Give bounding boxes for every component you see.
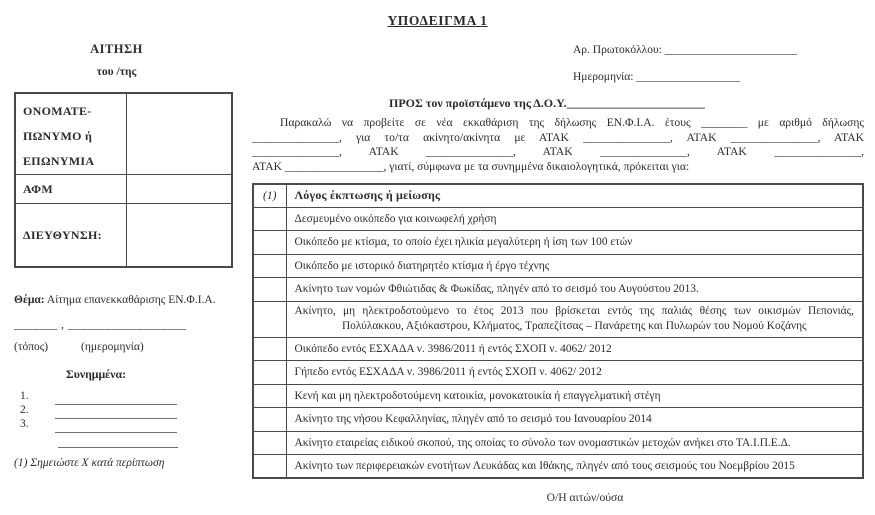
- attachments-heading: Συνημμένα:: [66, 367, 127, 381]
- name-value-cell: [127, 94, 231, 174]
- theme-text: Αίτημα επανεκκαθάρισης ΕΝ.Φ.Ι.Α.: [46, 294, 216, 306]
- request-line-2: _______________, για το/τα ακίνητο/ακίνητα με ΑΤΑΚ _______________, ΑΤΑΚ _______________, ΑΤΑΚ: [252, 130, 864, 144]
- request-line-1: Παρακαλώ να προβείτε σε νέα εκκαθάριση της δήλωσης ΕΝ.Φ.Ι.Α. έτους ________ με αριθμό δήλωσης: [280, 116, 864, 129]
- address-value-cell: [127, 204, 231, 266]
- theme-label: Θέμα:: [14, 294, 45, 306]
- reason-cell: Ακίνητο της νήσου Κεφαλληνίας, πληγέν από το σεισμό του Ιανουαρίου 2014: [286, 408, 863, 432]
- table-row: [253, 431, 863, 455]
- attachment-numbers: [20, 390, 29, 431]
- reasons-table: [252, 183, 864, 479]
- reason-cell: Ακίνητο των περιφερειακών ενοτήτων Λευκάδας και Ιθάκης, πληγέν από τους σεισμούς του Νοεμβρίου 2015: [286, 455, 863, 479]
- mark-cell: [253, 408, 286, 432]
- name-label-line1: ΟΝΟΜΑΤΕ-: [23, 104, 92, 118]
- mark-cell: [253, 384, 286, 408]
- reason-cell: Οικόπεδο εντός ΕΣΧΑΔΑ ν. 3986/2011 ή εντός ΣΧΟΠ ν. 4062/ 2012: [286, 337, 863, 361]
- reason-cell: Ακίνητο εταιρείας ειδικού σκοπού, της οποίας το σύνολο των ονομαστικών μετοχών ανήκει στο ΤΑ.Ι.Π.Ε.Δ.: [286, 431, 863, 455]
- table-row: [253, 337, 863, 361]
- name-label-line2: ΠΩΝΥΜΟ ή: [23, 129, 93, 143]
- mark-cell: [253, 337, 286, 361]
- mark-cell: [253, 361, 286, 385]
- attachment-number-1: 1.: [20, 390, 29, 402]
- footnote: (1) Σημειώστε Χ κατά περίπτωση: [14, 457, 165, 469]
- attachment-number-2: 2.: [20, 403, 29, 416]
- name-label-line3: ΕΠΩΝΥΜΙΑ: [23, 154, 95, 168]
- protocol-blank: _______________________: [664, 44, 797, 56]
- doc-title-text: ΥΠΟΔΕΙΓΜΑ 1: [387, 13, 488, 28]
- attachment-line: [55, 404, 177, 405]
- protocol-label: Αρ. Πρωτοκόλλου:: [573, 44, 662, 56]
- request-line-4: ΑΤΑΚ _________________, γιατί, σύμφωνα με τα συνημμένα δικαιολογητικά, πρόκειται για:: [252, 159, 690, 173]
- name-label: [16, 94, 127, 174]
- table-row: [253, 278, 863, 302]
- mark-cell: [253, 301, 286, 337]
- mark-cell: [253, 254, 286, 278]
- place-date-captions: [14, 341, 144, 353]
- application-subheading: του /της: [96, 66, 137, 78]
- reason-cell: Γήπεδο εντός ΕΣΧΑΔΑ ν. 3986/2011 ή εντός ΣΧΟΠ ν. 4062/ 2012: [286, 361, 863, 385]
- afm-row: [16, 175, 231, 204]
- table-row: [253, 455, 863, 479]
- attachment-number-3: 3.: [20, 417, 29, 430]
- mark-cell: [253, 278, 286, 302]
- applicant-info-box: [14, 92, 233, 268]
- addressee-label: ΠΡΟΣ τον προϊστάμενο της Δ.Ο.Υ.: [389, 96, 567, 110]
- signature-caption: Ο/Η αιτών/ούσα: [546, 491, 624, 504]
- afm-label: ΑΦΜ: [16, 175, 127, 203]
- table-row: [253, 231, 863, 255]
- place-date-blank: _______ , ___________________: [14, 319, 187, 331]
- reason-cell: Οικόπεδο με ιστορικό διατηρητέο κτίσμα ή έργο τέχνης: [286, 254, 863, 278]
- place-caption: (τόπος): [14, 341, 49, 353]
- table-row: [253, 207, 863, 231]
- mark-cell: [253, 207, 286, 231]
- table-row: [253, 408, 863, 432]
- reason-cell: Ακίνητο, μη ηλεκτροδοτούμενο το έτος 2013 που βρίσκεται εντός της παλιάς θέσης των οικισμών Πεπονιάς, Πολύλακκου, Αξιόκαστρου, Κλήματος, Τραπεζίτσας – Πανάρετης και Πυλωρών του Νομού Κοζάνης: [286, 301, 863, 337]
- reason-cell: Ακίνητο των νομών Φθιώτιδας & Φωκίδας, πληγέν από το σεισμό του Αυγούστου 2013.: [286, 278, 863, 302]
- date-caption: (ημερομηνία): [81, 341, 144, 353]
- address-row: [16, 204, 231, 266]
- afm-value-cell: [127, 175, 231, 203]
- table-header-reason-col: Λόγος έκπτωσης ή μείωσης: [286, 184, 863, 207]
- table-header-row: [253, 184, 863, 207]
- protocol-line: [573, 44, 797, 56]
- reason-cell: Δεσμευμένο οικόπεδο για κοινωφελή χρήση: [286, 207, 863, 231]
- reason-cell: Οικόπεδο με κτίσμα, το οποίο έχει ηλικία μεγαλύτερη ή ίση των 100 ετών: [286, 231, 863, 255]
- table-header-mark-col: (1): [253, 184, 286, 207]
- table-row: [253, 361, 863, 385]
- address-label: ΔΙΕΥΘΥΝΣΗ:: [16, 204, 127, 266]
- attachment-line: [55, 432, 177, 433]
- addressee-line: [389, 96, 705, 111]
- request-line-3: _______________, ΑΤΑΚ _______________, ΑΤΑΚ _______________, ΑΤΑΚ _______________,: [252, 145, 864, 159]
- doc-title: [0, 12, 875, 30]
- table-row: [253, 301, 863, 337]
- attachment-line: [55, 418, 177, 419]
- table-row: [253, 254, 863, 278]
- date-blank: __________________: [636, 71, 740, 83]
- addressee-blank: _______________________: [566, 96, 705, 110]
- reason-cell: Κενή και μη ηλεκτροδοτούμενη κατοικία, μονοκατοικία ή επαγγελματική στέγη: [286, 384, 863, 408]
- date-label: Ημερομηνία:: [573, 71, 634, 83]
- request-paragraph: [252, 116, 864, 174]
- application-heading: ΑΙΤΗΣΗ: [90, 42, 143, 56]
- mark-cell: [253, 431, 286, 455]
- mark-cell: [253, 231, 286, 255]
- table-row: [253, 384, 863, 408]
- date-line: [573, 71, 740, 83]
- attachment-line: [58, 447, 178, 448]
- name-row: [16, 94, 231, 175]
- mark-cell: [253, 455, 286, 479]
